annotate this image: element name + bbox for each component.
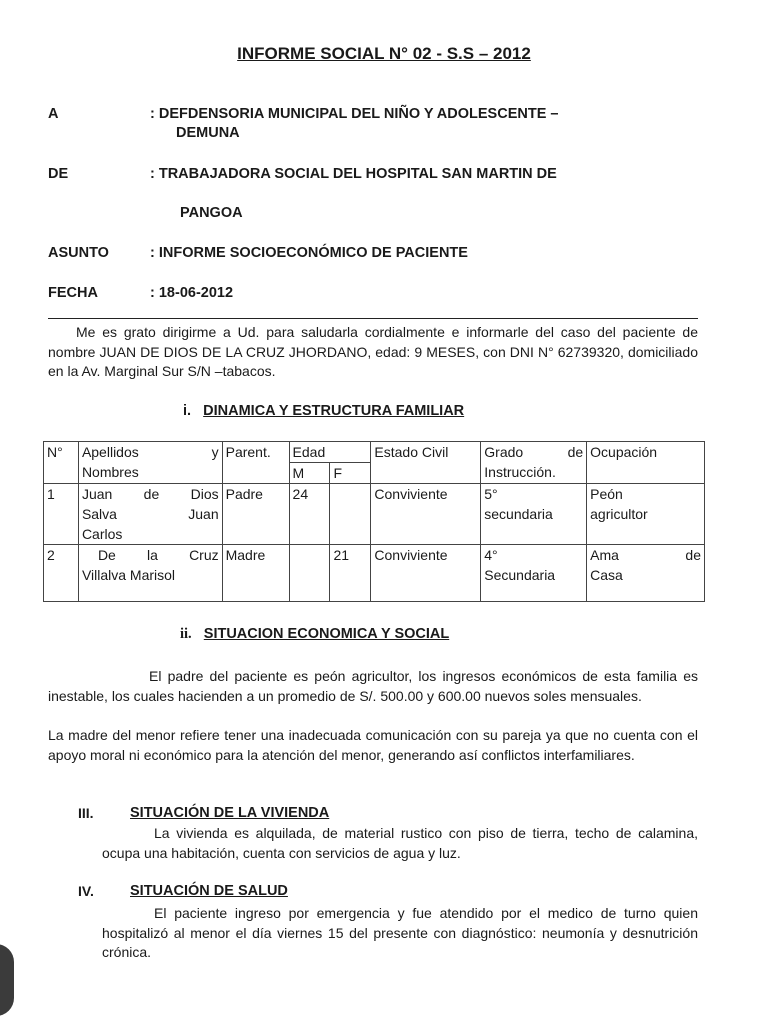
to-label: A <box>48 106 59 122</box>
section-2-title: SITUACION ECONOMICA Y SOCIAL <box>203 626 450 642</box>
economic-paragraph-1: El padre del paciente es peón agricultor, los ingresos económicos de esta familia es inestable, los cuales hacienden a un promedio de S/. 500.00 y 600.00 nuevos soles mensuales. <box>48 668 698 704</box>
section-4-heading <box>130 883 288 899</box>
cell-number: 1 <box>44 484 79 545</box>
cell-number: 2 <box>44 545 79 602</box>
cell-occupation: Ama de Casa <box>587 545 705 602</box>
section-4-title: SITUACIÓN DE SALUD <box>130 883 288 899</box>
header-civil-status: Estado Civil <box>371 442 481 484</box>
floating-scroll-handle[interactable] <box>0 944 14 1016</box>
from-label: DE <box>48 166 69 182</box>
header-age: Edad <box>289 442 371 463</box>
section-3-number: III. <box>78 805 94 821</box>
cell-names: De la Cruz Villalva Marisol <box>78 545 222 602</box>
header-relationship: Parent. <box>222 442 289 484</box>
intro-paragraph: Me es grato dirigirme a Ud. para saludarla cordialmente e informarle del caso del paciente de nombre JUAN DE DIOS DE LA CRUZ JHORDANO, edad: 9 MESES, con DNI N° 62739320, domiciliado en la Av. Marginal Sur S/N –tabacos. <box>48 324 698 380</box>
header-occupation: Ocupación <box>587 442 705 484</box>
section-2-number: ii. <box>180 626 192 642</box>
section-4-number: IV. <box>78 883 94 899</box>
economic-paragraph-2: La madre del menor refiere tener una inadecuada comunicación con su pareja ya que no cuenta con el apoyo moral ni económico para la atención del menor, generando así conflictos interfamiliares. <box>48 727 698 763</box>
section-1-heading <box>183 403 464 419</box>
health-paragraph: El paciente ingreso por emergencia y fue atendido por el medico de turno quien hospitalizó al menor el día viernes 15 del presente con diagnóstico: neumonía y desnutrición crónica. <box>102 905 698 961</box>
family-table <box>43 441 705 602</box>
subject-label: ASUNTO <box>48 245 109 261</box>
housing-paragraph: La vivienda es alquilada, de material rustico con piso de tierra, techo de calamina, ocupa una habitación, cuenta con servicios de agua y luz. <box>102 825 698 861</box>
subject-value: : INFORME SOCIOECONÓMICO DE PACIENTE <box>150 245 468 261</box>
from-value: : TRABAJADORA SOCIAL DEL HOSPITAL SAN MARTIN DE <box>150 166 557 182</box>
to-value: : DEFDENSORIA MUNICIPAL DEL NIÑO Y ADOLESCENTE – <box>150 106 559 122</box>
cell-education: 4° Secundaria <box>481 545 587 602</box>
cell-age-f: 21 <box>330 545 371 602</box>
cell-age-f <box>330 484 371 545</box>
date-value: : 18-06-2012 <box>150 285 234 301</box>
cell-civil-status: Conviviente <box>371 484 481 545</box>
cell-relationship: Padre <box>222 484 289 545</box>
date-label: FECHA <box>48 285 98 301</box>
from-value-continued: PANGOA <box>180 205 243 221</box>
cell-relationship: Madre <box>222 545 289 602</box>
cell-education: 5° secundaria <box>481 484 587 545</box>
header-age-f: F <box>330 463 371 484</box>
cell-names: Juan de Dios Salva Juan Carlos <box>78 484 222 545</box>
table-row <box>44 545 705 602</box>
cell-occupation: Peón agricultor <box>587 484 705 545</box>
to-value-continued: DEMUNA <box>176 125 240 141</box>
table-row <box>44 484 705 545</box>
cell-age-m <box>289 545 330 602</box>
section-3-heading <box>130 805 329 821</box>
section-1-title: DINAMICA Y ESTRUCTURA FAMILIAR <box>203 403 465 419</box>
table-header-row <box>44 442 705 463</box>
section-1-number: i. <box>183 403 192 419</box>
header-number: N° <box>44 442 79 484</box>
document-title: INFORME SOCIAL N° 02 - S.S – 2012 <box>237 44 531 63</box>
header-education: Grado de Instrucción. <box>481 442 587 484</box>
header-divider <box>48 318 698 319</box>
header-names: Apellidos y Nombres <box>78 442 222 484</box>
section-2-heading <box>180 626 449 643</box>
cell-age-m: 24 <box>289 484 330 545</box>
section-3-title: SITUACIÓN DE LA VIVIENDA <box>130 805 330 821</box>
header-age-m: M <box>289 463 330 484</box>
cell-civil-status: Conviviente <box>371 545 481 602</box>
